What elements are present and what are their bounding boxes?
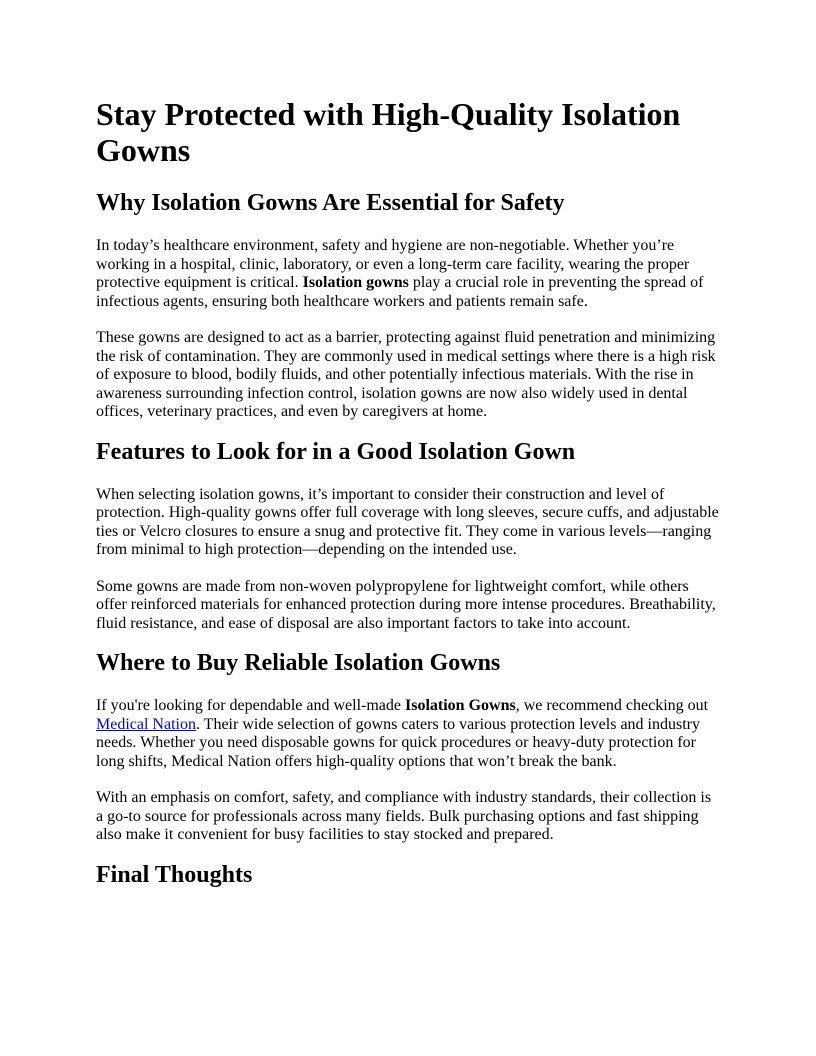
features-paragraph-1: When selecting isolation gowns, it’s important to consider their construction and level of protection. High-quality gowns offer full coverage with long sleeves, secure cuffs, and adjustable ties or Velcro closures to ensure a snug and protective fit. They come in various levels—ranging from minimal to high protection—depending on the intended use. <box>96 485 719 558</box>
section-heading-why: Why Isolation Gowns Are Essential for Safety <box>96 190 565 216</box>
why-paragraph-1 <box>96 237 720 311</box>
where-paragraph-2: With an emphasis on comfort, safety, and compliance with industry standards, their collection is a go-to source for professionals across many fields. Bulk purchasing options and fast shipping also make it convenient for busy facilities to stay stocked and prepared. <box>96 789 712 843</box>
why-paragraph-2: These gowns are designed to act as a barrier, protecting against fluid penetration and minimizing the risk of contamination. They are commonly used in medical settings where there is a high risk of exposure to blood, bodily fluids, and other potentially infectious materials. With the rise in awareness surrounding infection control, isolation gowns are now also widely used in dental offices, veterinary practices, and even by caregivers at home. <box>96 329 716 420</box>
where-paragraph-1 <box>96 697 720 771</box>
where-p1-text-end: . Their wide selection of gowns caters to various protection levels and industry needs. Whether you need disposable gowns for quick procedures or heavy-duty protection for long shifts, Medical Nation offers high-quality options that won’t break the bank. <box>96 715 700 770</box>
page-title: Stay Protected with High-Quality Isolation Gowns <box>96 96 681 168</box>
section-heading-features: Features to Look for in a Good Isolation Gown <box>96 438 576 465</box>
document-page <box>96 96 720 909</box>
section-heading-final: Final Thoughts <box>96 861 253 888</box>
why-p1-bold-term: Isolation gowns <box>302 274 409 291</box>
section-final <box>96 861 720 889</box>
where-p1-bold-term: Isolation Gowns <box>405 697 516 714</box>
why-p1-text-end: play a crucial role in preventing the spread of infectious agents, ensuring both healthcare workers and patients remain safe. <box>96 274 704 310</box>
why-p1-text-start: In today’s healthcare environment, safety and hygiene are non-negotiable. Whether you’re working in a hospital, clinic, laboratory, or even a long-term care facility, wearing the proper protective equipment is critical. <box>96 237 690 291</box>
where-p1-text-start: If you're looking for dependable and well-made <box>96 697 405 714</box>
section-heading-where: Where to Buy Reliable Isolation Gowns <box>96 650 501 676</box>
section-why <box>96 189 720 422</box>
medical-nation-link[interactable]: Medical Nation <box>96 715 196 733</box>
features-paragraph-2: Some gowns are made from non-woven polypropylene for lightweight comfort, while others offer reinforced materials for enhanced protection during more intense procedures. Breathability, fluid resistance, and ease of disposal are also important factors to take into account. <box>96 577 716 632</box>
section-where <box>96 649 720 845</box>
section-features <box>96 438 720 634</box>
where-p1-text-middle: , we recommend checking out <box>515 697 709 714</box>
